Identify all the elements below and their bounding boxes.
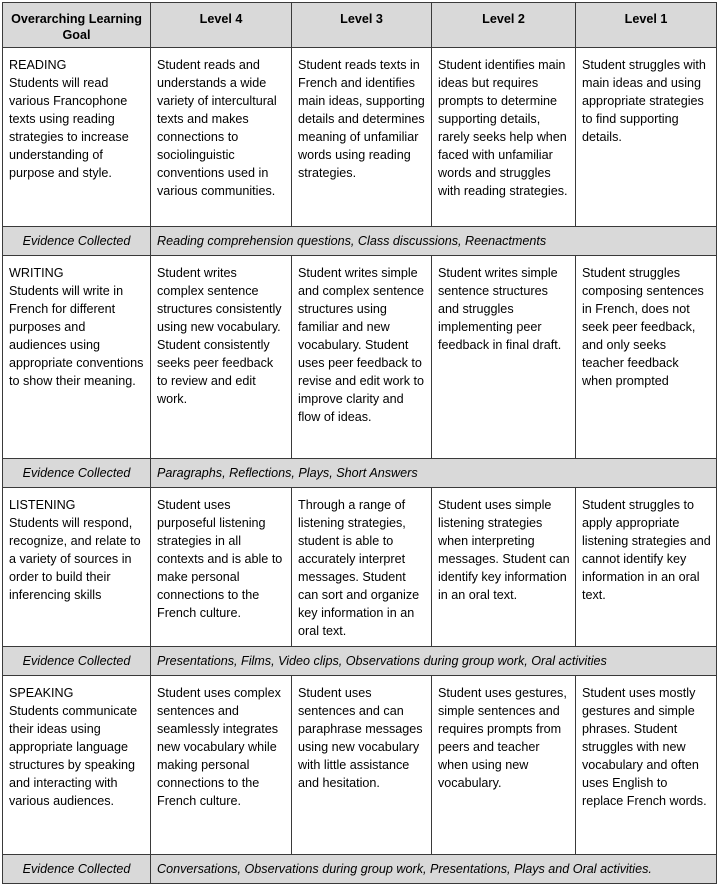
- evidence-label: Evidence Collected: [3, 647, 151, 676]
- level-3-cell: Student reads texts in French and identifies main ideas, supporting details and determines meaning of unfamiliar words using reading strategies.: [292, 48, 432, 227]
- level-4-cell: Student uses purposeful listening strategies in all contexts and is able to make personal connections to the French culture.: [151, 488, 292, 647]
- header-row: [3, 3, 717, 48]
- evidence-label: Evidence Collected: [3, 227, 151, 256]
- level-4-cell: Student reads and understands a wide variety of intercultural texts and makes connections to sociolinguistic conventions used in various communities.: [151, 48, 292, 227]
- level-3-cell: Through a range of listening strategies, student is able to accurately interpret messages. Student can sort and organize key information in an oral text.: [292, 488, 432, 647]
- table-row-writing: [3, 256, 717, 459]
- header-level-4: Level 4: [151, 3, 292, 48]
- goal-title: LISTENING: [9, 498, 76, 512]
- level-2-cell: Student uses simple listening strategies when interpreting messages. Student can identify key information in an oral text.: [432, 488, 576, 647]
- goal-title: READING: [9, 58, 67, 72]
- level-2-cell: Student uses gestures, simple sentences and requires prompts from peers and teacher when using new vocabulary.: [432, 676, 576, 855]
- goal-cell: [3, 48, 151, 227]
- goal-text: Students will read various Francophone texts using reading strategies to increase understanding of purpose and style.: [9, 76, 129, 180]
- table-row-reading: [3, 48, 717, 227]
- level-2-cell: Student identifies main ideas but requires prompts to determine supporting details, rarely seeks help when faced with unfamiliar words and struggles with reading strategies.: [432, 48, 576, 227]
- goal-cell: [3, 256, 151, 459]
- header-level-2: Level 2: [432, 3, 576, 48]
- level-3-cell: Student uses sentences and can paraphrase messages using new vocabulary with little assistance and hesitation.: [292, 676, 432, 855]
- evidence-label: Evidence Collected: [3, 855, 151, 884]
- goal-text: Students will respond, recognize, and relate to a variety of sources in order to build their inferencing skills: [9, 516, 141, 602]
- header-goal: Overarching Learning Goal: [3, 3, 151, 48]
- evidence-row-reading: [3, 227, 717, 256]
- goal-text: Students communicate their ideas using appropriate language structures by speaking and interacting with various audiences.: [9, 704, 138, 808]
- level-4-cell: Student writes complex sentence structures consistently using new vocabulary. Student consistently seeks peer feedback to review and edit work.: [151, 256, 292, 459]
- goal-title: SPEAKING: [9, 686, 74, 700]
- evidence-text: Presentations, Films, Video clips, Observations during group work, Oral activities: [151, 647, 717, 676]
- evidence-row-listening: [3, 647, 717, 676]
- level-4-cell: Student uses complex sentences and seamlessly integrates new vocabulary while making personal connections to the French culture.: [151, 676, 292, 855]
- level-2-cell: Student writes simple sentence structures and struggles implementing peer feedback in final draft.: [432, 256, 576, 459]
- level-1-cell: Student struggles composing sentences in French, does not seek peer feedback, and only seeks teacher feedback when prompted: [576, 256, 717, 459]
- level-1-cell: Student struggles with main ideas and using appropriate strategies to find supporting details.: [576, 48, 717, 227]
- level-1-cell: Student struggles to apply appropriate listening strategies and cannot identify key information in an oral text.: [576, 488, 717, 647]
- evidence-text: Paragraphs, Reflections, Plays, Short Answers: [151, 459, 717, 488]
- goal-text: Students will write in French for different purposes and audiences using appropriate conventions to show their meaning.: [9, 284, 144, 388]
- header-level-3: Level 3: [292, 3, 432, 48]
- rubric-table: [2, 2, 717, 884]
- table-row-listening: [3, 488, 717, 647]
- evidence-text: Reading comprehension questions, Class discussions, Reenactments: [151, 227, 717, 256]
- header-level-1: Level 1: [576, 3, 717, 48]
- evidence-text: Conversations, Observations during group work, Presentations, Plays and Oral activities.: [151, 855, 717, 884]
- level-1-cell: Student uses mostly gestures and simple phrases. Student struggles with new vocabulary and often uses English to replace French words.: [576, 676, 717, 855]
- evidence-label: Evidence Collected: [3, 459, 151, 488]
- evidence-row-writing: [3, 459, 717, 488]
- evidence-row-speaking: [3, 855, 717, 884]
- goal-title: WRITING: [9, 266, 64, 280]
- table-row-speaking: [3, 676, 717, 855]
- level-3-cell: Student writes simple and complex sentence structures using familiar and new vocabulary. Student uses peer feedback to revise and edit work to improve clarity and flow of ideas.: [292, 256, 432, 459]
- goal-cell: [3, 676, 151, 855]
- goal-cell: [3, 488, 151, 647]
